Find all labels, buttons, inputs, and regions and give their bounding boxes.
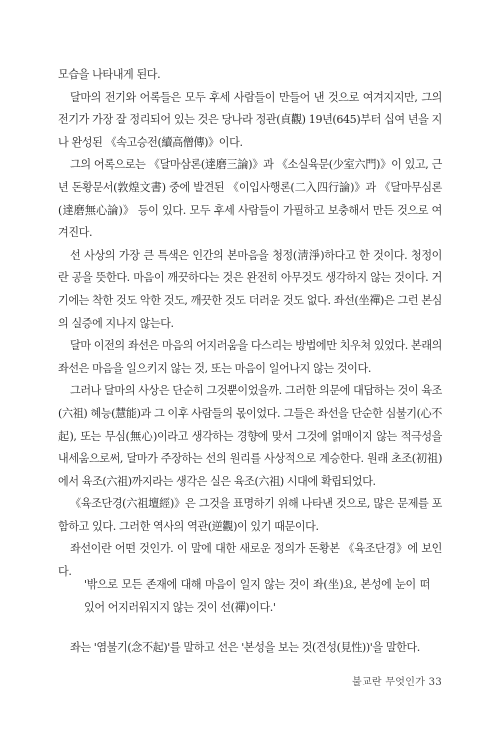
closing-paragraph: 좌는 '염불기(念不起)'를 말하고 선은 '본성을 보는 것(견성(見性))'을 말한다.	[70, 641, 420, 654]
paragraph: 달마의 전기와 어록들은 모두 후세 사람들이 만들어 낸 것으로 여겨지지만, 그의 전기가 가장 잘 정리되어 있는 것은 당나라 정관(貞觀) 19년(645)부터 십여 년을 지나 완성된 《속고승전(續高僧傳)》이다.	[58, 90, 442, 149]
page-footer	[352, 673, 442, 688]
paragraph: 좌선이란 어떤 것인가. 이 말에 대한 새로운 정의가 돈황본 《육조단경》에 보인다.	[58, 542, 442, 579]
paragraph: 달마 이전의 좌선은 마음의 어지러움을 다스리는 방법에만 치우쳐 있었다. 본래의 좌선은 마음을 일으키지 않는 것, 또는 마음이 일어나지 않는 것이다.	[58, 339, 442, 375]
paragraph: 선 사상의 가장 큰 특색은 인간의 본마음을 청정(淸淨)하다고 한 것이다. 청정이란 공을 뜻한다. 마음이 깨끗하다는 것은 완전히 아무것도 생각하지 않는 것이다. 거기에는 착한 것도 악한 것도, 깨끗한 것도 더러운 것도 없다. 좌선(坐禪)은 그런 본심의 실증에 지나지 않는다.	[58, 248, 442, 330]
page-number: 33	[428, 677, 442, 688]
paragraph: 그러나 달마의 사상은 단순히 그것뿐이었을까. 그러한 의문에 대답하는 것이 육조(六祖) 혜능(慧能)과 그 이후 사람들의 몫이었다. 그들은 좌선을 단순한 심불기(心不起), 또는 무심(無心)이라고 생각하는 경향에 맞서 그것에 얽매이지 않는 적극성을 내세움으로써, 달마가 주장하는 선의 원리를 사상적으로 계승한다. 원래 초조(初祖)에서 육조(六祖)까지라는 생각은 실은 육조(六祖) 시대에 확립되었다.	[58, 384, 442, 488]
block-quote: '밖으로 모든 존재에 대해 마음이 일지 않는 것이 좌(坐)요, 본성에 눈이 떠 있어 어지러워지지 않는 것이 선(禪)이다.'	[84, 578, 430, 614]
running-title: 불교란 무엇인가	[351, 677, 426, 688]
paragraph-continuation: 모습을 나타내게 된다.	[58, 68, 161, 81]
body-text	[58, 64, 442, 584]
paragraph: 그의 어록으로는 《달마삼론(達磨三論)》과 《소실육문(少室六門)》이 있고, 근년 돈황문서(敦煌文書) 중에 발견된 《이입사행론(二入四行論)》과 《달마무심론(達磨無心論)》 등이 있다. 모두 후세 사람들이 가필하고 보충해서 만든 것으로 여겨진다.	[58, 158, 442, 240]
paragraph: 《육조단경(六祖壇經)》은 그것을 표명하기 위해 나타낸 것으로, 많은 문제를 포함하고 있다. 그러한 역사의 역관(逆觀)이 있기 때문이다.	[58, 497, 442, 533]
